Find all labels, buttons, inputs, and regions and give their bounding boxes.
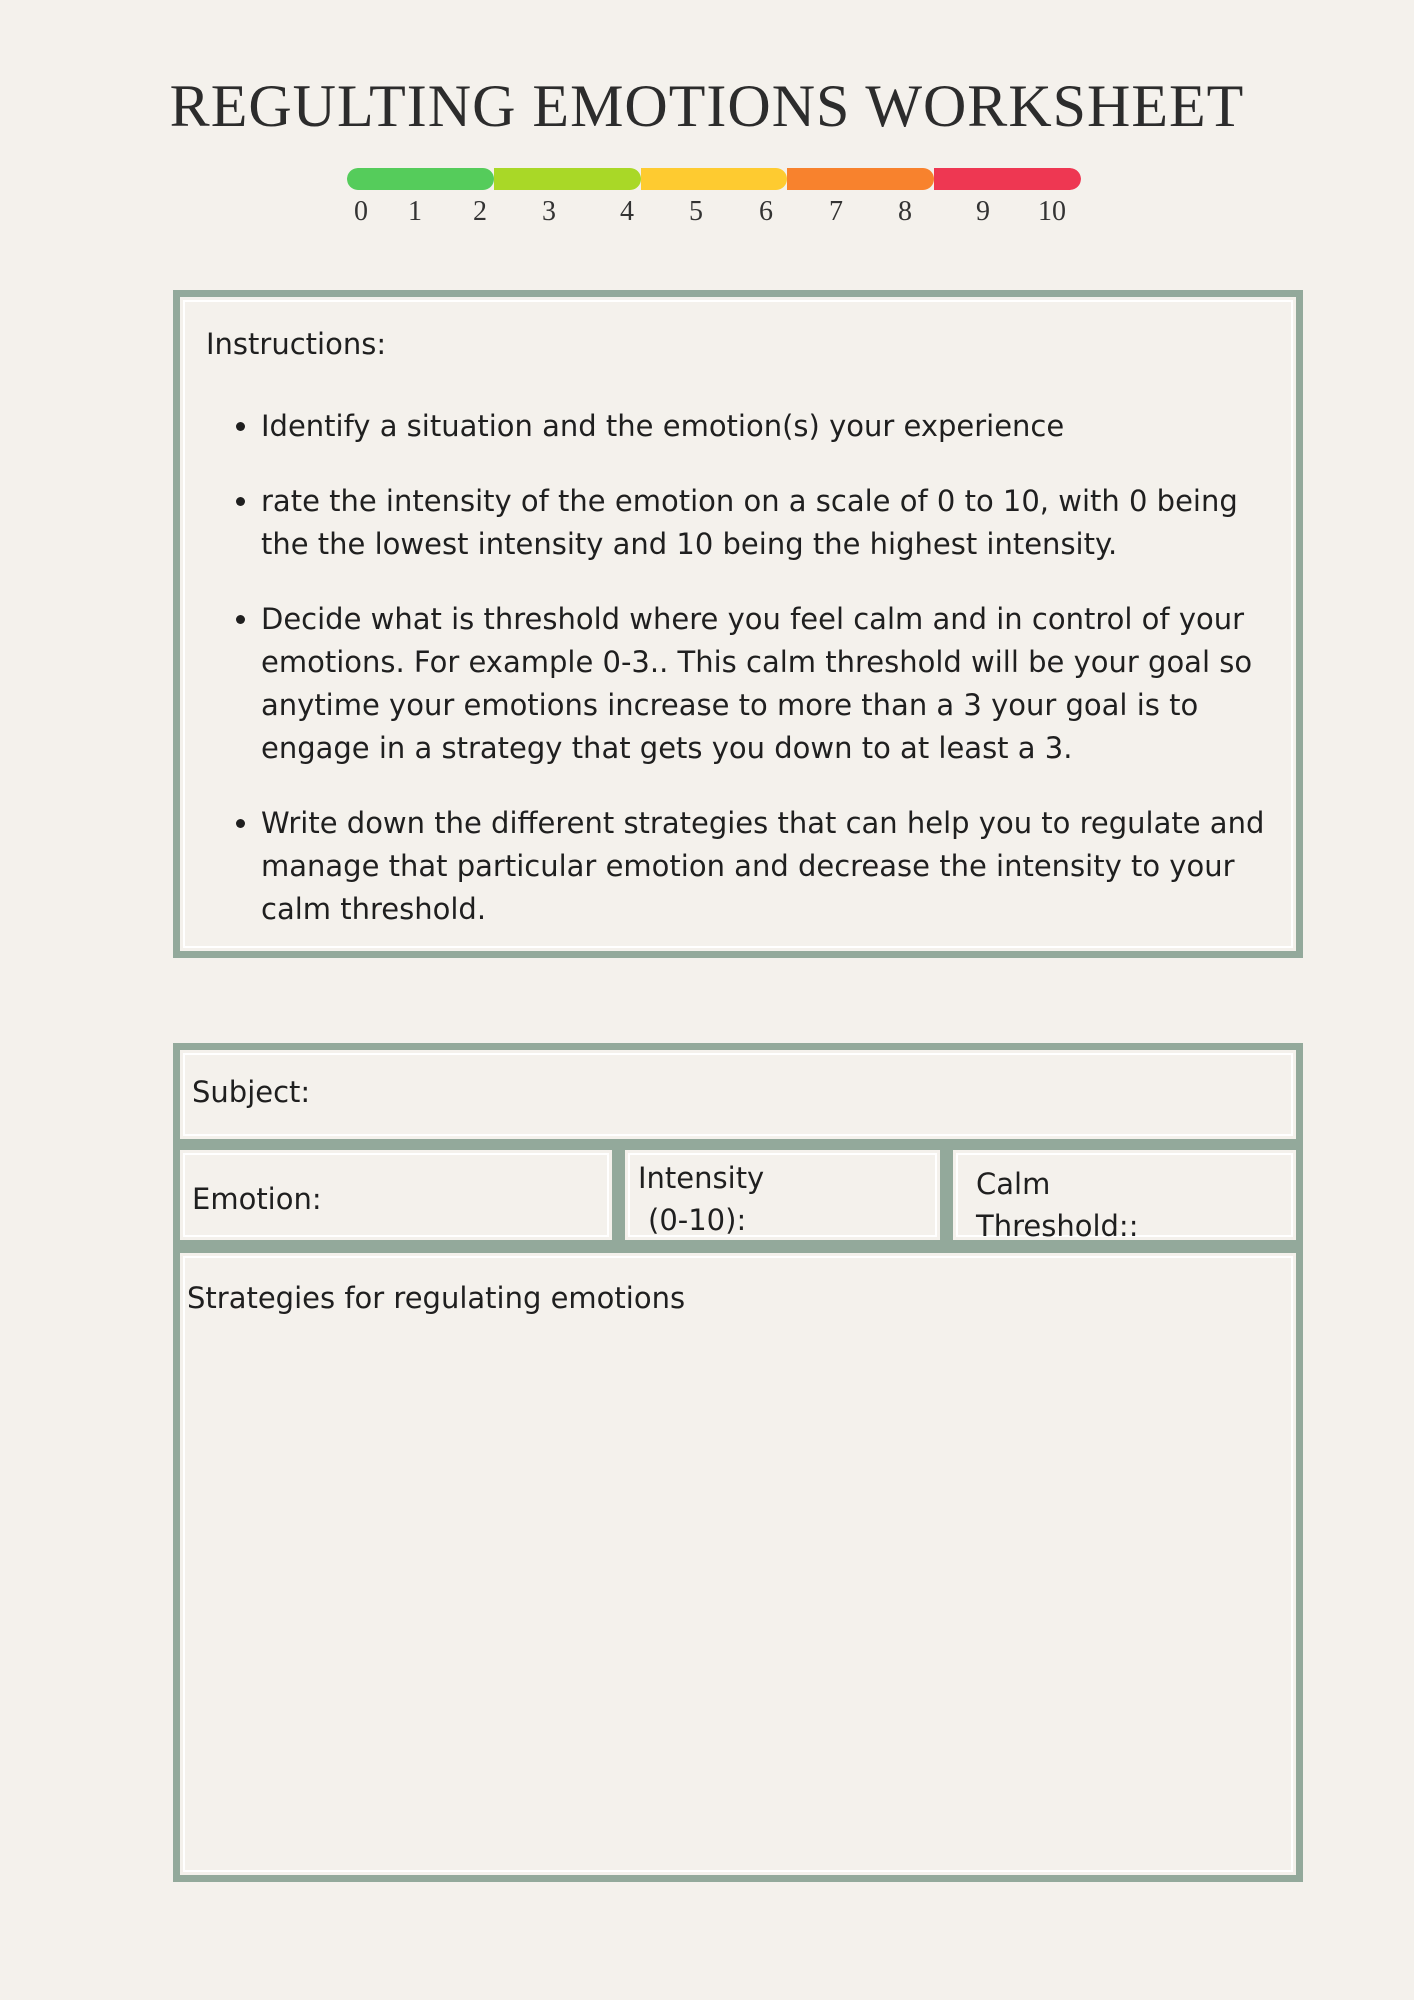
scale-number-9: 9 [976, 196, 990, 227]
scale-number-10: 10 [1038, 196, 1066, 227]
calm-label-line2: Threshold:: [976, 1209, 1139, 1243]
subject-label: Subject: [192, 1075, 311, 1109]
subject-field-inner-border [183, 1053, 1293, 1136]
worksheet-title: REGULTING EMOTIONS WORKSHEET [169, 73, 1245, 139]
strategies-label: Strategies for regulating emotions [187, 1281, 686, 1315]
subject-field[interactable] [173, 1043, 1303, 1146]
instructions-heading: Instructions: [206, 327, 387, 361]
scale-number-4: 4 [620, 196, 634, 227]
scale-number-1: 1 [408, 196, 422, 227]
scale-number-0: 0 [354, 196, 368, 227]
scale-segment-lime [494, 168, 641, 190]
instructions-list [230, 405, 1291, 963]
calm-threshold-field[interactable] [946, 1143, 1303, 1247]
intensity-label-line1: Intensity [638, 1161, 765, 1195]
calm-label-line1: Calm [976, 1167, 1051, 1201]
emotion-field[interactable] [173, 1143, 619, 1247]
strategies-field-inner-border [183, 1256, 1293, 1872]
instruction-item-strategies: • Write down the different strategies that can help you to regulate and manage that particular emotion and decrease the intensity to your calm threshold. [261, 802, 1291, 931]
scale-number-7: 7 [829, 196, 843, 227]
emotion-label: Emotion: [192, 1182, 322, 1216]
strategies-field[interactable] [173, 1246, 1303, 1882]
scale-segment-orange [787, 168, 934, 190]
instructions-box [173, 290, 1303, 958]
scale-numbers [0, 196, 1414, 232]
scale-segment-red [934, 168, 1081, 190]
scale-number-2: 2 [473, 196, 487, 227]
intensity-label-line2: (0-10): [648, 1203, 747, 1237]
instruction-item-identify: • Identify a situation and the emotion(s) your experience [261, 405, 1291, 448]
intensity-field[interactable] [618, 1143, 947, 1247]
scale-number-8: 8 [898, 196, 912, 227]
scale-segment-yellow [641, 168, 788, 190]
scale-number-5: 5 [689, 196, 703, 227]
instruction-item-threshold: • Decide what is threshold where you feel calm and in control of your emotions. For example 0-3.. This calm threshold will be your goal so anytime your emotions increase to more than a 3 your goal is to engage in a strategy that gets you down to at least a 3. [261, 598, 1291, 770]
scale-number-3: 3 [542, 196, 556, 227]
scale-segment-green [347, 168, 494, 190]
scale-number-6: 6 [759, 196, 773, 227]
intensity-scale-bar [347, 168, 1081, 190]
instruction-item-rate: • rate the intensity of the emotion on a scale of 0 to 10, with 0 being the the lowest intensity and 10 being the highest intensity. [261, 480, 1291, 566]
